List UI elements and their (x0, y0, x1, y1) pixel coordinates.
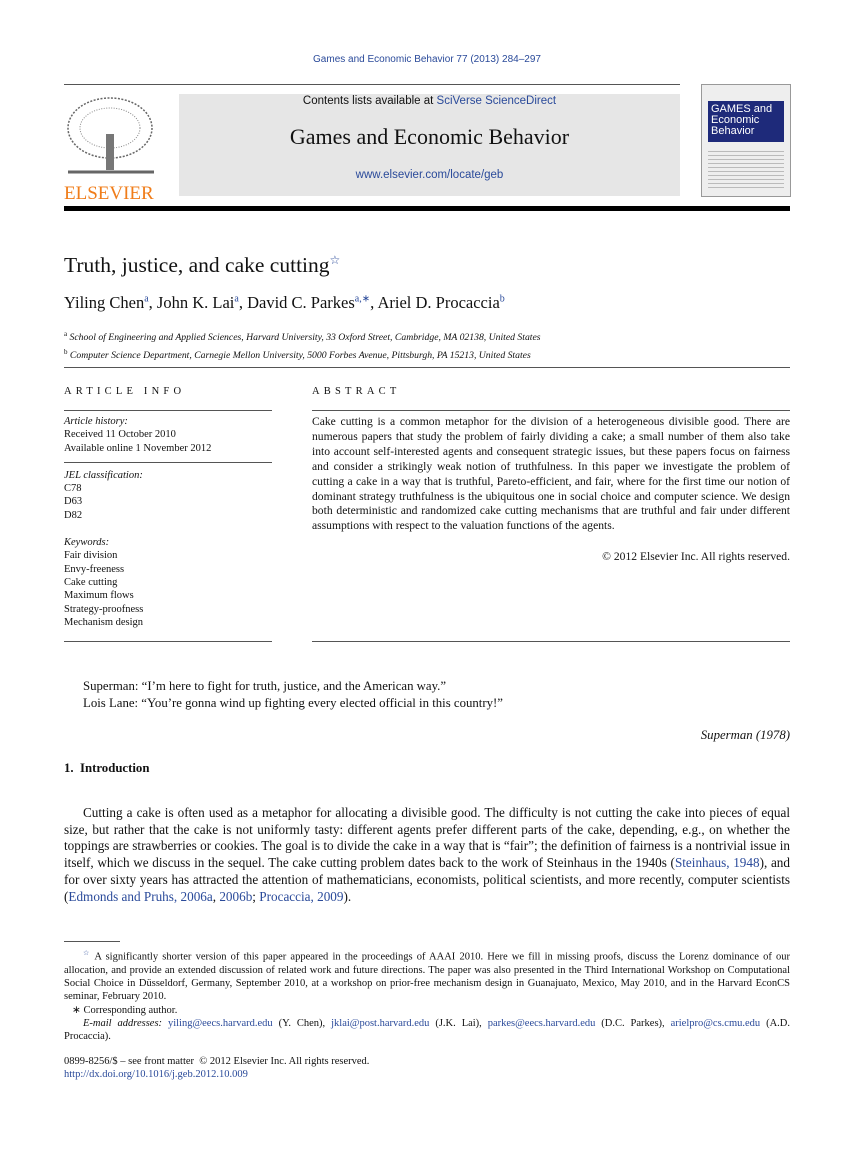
author-list (64, 293, 505, 313)
citation-link[interactable]: Procaccia, 2009 (259, 888, 344, 904)
email-link[interactable]: yiling@eecs.harvard.edu (167, 1017, 273, 1029)
elsevier-wordmark: ELSEVIER (64, 183, 154, 204)
title-footnote-star[interactable]: ☆ (329, 253, 341, 267)
affiliation: $^a$ School of Engineering and Applied Sciences, Harvard University, 33 Oxford Street, Cambridge, MA 02138, United States (64, 330, 541, 344)
section-heading: 1. Introduction (64, 761, 150, 775)
footnote-corresponding: ∗ Corresponding author. (72, 1004, 178, 1016)
rule (312, 410, 790, 411)
rule (64, 641, 272, 642)
citation-link[interactable]: Edmonds and Pruhs, 2006a (68, 888, 213, 904)
jel-label: JEL classification: (64, 462, 272, 482)
email-link[interactable]: jklai@post.harvard.edu (331, 1017, 430, 1029)
epigraph (83, 678, 503, 711)
masthead-banner (179, 94, 680, 196)
jel-code: D63 (64, 496, 83, 508)
keyword: Fair division (64, 550, 118, 562)
keywords-label: Keywords: (64, 537, 110, 549)
email-link[interactable]: arielpro@cs.cmu.edu (670, 1017, 761, 1029)
email-link[interactable]: parkes@eecs.harvard.edu (487, 1017, 596, 1029)
elsevier-logo (64, 94, 158, 204)
journal-title: Games and Economic Behavior (289, 124, 570, 149)
keyword: Maximum flows (64, 590, 134, 602)
footnote-star: ☆ A significantly shorter version of this paper appeared in the proceedings of AAAI 2010. Here we fill in missing proofs, discuss the Lorenz dominance of our allocation, and provide an extended discussion of related work and future directions. The paper was also presented in the Third International Workshop on Computational Social Choice in Düsseldorf, Germany, September 2010, at a workshop on prior-free mechanism design in Guanajuato, Mexico, May 2010, and in the Harvard EconCS seminar, February 2010. (64, 949, 790, 1003)
footnotes (64, 947, 790, 1044)
keyword: Strategy-proofness (64, 603, 144, 615)
citation-link[interactable]: 2006b (219, 888, 253, 904)
affiliations (64, 327, 541, 363)
epigraph-line: Superman: “I’m here to fight for truth, justice, and the American way.” (83, 679, 447, 693)
article-info (64, 415, 272, 629)
rule (312, 641, 790, 642)
epigraph-source: Superman (1978) (700, 728, 790, 742)
jel-code: D82 (64, 509, 83, 521)
intro-paragraph: Cutting a cake is often used as a metaphor for allocating a divisible good. The difficulty is not cutting the cake into pieces of equal size, but rather that the cake is not uniformly tasty: different agents prefer different parts of the cake, depending, e.g., on whether the toppings are strawberries or cookies. The goal is to divide the cake in a way that is “fair”; the definition of fairness is a nontrivial issue in itself, which we discuss in the sequel. The cake cutting problem dates back to the work of Steinhaus in the 1940s (Steinhaus, 1948), and for over sixty years has attracted the attention of mathematicians, economists, political scientists, and more recently, computer scientists (Edmonds and Pruhs, 2006a, 2006b; Procaccia, 2009). (64, 805, 790, 904)
header-rule (64, 84, 680, 85)
doi-link[interactable]: http://dx.doi.org/10.1016/j.geb.2012.10.009 (64, 1069, 248, 1080)
history-label: Article history: (64, 416, 128, 427)
cover-text-lines (708, 148, 784, 188)
author: David C. Parkes$^{a,∗}$, (247, 293, 378, 312)
issn-line: 0899-8256/$ – see front matter © 2012 Elsevier Inc. All rights reserved. (64, 1056, 370, 1067)
footnote-rule (64, 941, 120, 942)
journal-reference[interactable]: Games and Economic Behavior 77 (2013) 284–297 (313, 54, 541, 65)
masthead-thick-rule (64, 206, 790, 211)
citation-link[interactable]: Steinhaus, 1948 (674, 855, 760, 871)
footnote-emails: E-mail addresses: yiling@eecs.harvard.edu (Y. Chen), jklai@post.harvard.edu (J.K. Lai), parkes@eecs.harvard.edu (D.C. Parkes), arielpro@cs.cmu.edu (A.D. Procaccia). (64, 1017, 790, 1043)
sciencedirect-link[interactable]: SciVerse ScienceDirect (436, 95, 557, 107)
keyword: Envy-freeness (64, 563, 125, 575)
abstract-copyright: © 2012 Elsevier Inc. All rights reserved. (602, 550, 790, 563)
available-date: Available online 1 November 2012 (64, 442, 212, 454)
author: Yiling Chen$^a$, (64, 293, 157, 312)
epigraph-line: Lois Lane: “You’re gonna wind up fighting every elected official in this country!” (83, 695, 503, 710)
journal-cover (701, 84, 791, 197)
tree-icon (64, 94, 158, 176)
abstract-text: Cake cutting is a common metaphor for the division of a heterogeneous divisible good. There are numerous papers that study the problem of fairly dividing a cake; a small number of them also take into account self-interested agents and consequent strategic issues, but these papers focus on fairness and consider a strikingly weak notion of truthfulness. In this paper we investigate the problem of cutting a cake in a way that is truthful, Pareto-efficient, and fair, where for the first time our notion of dominant strategy truthfulness is the ubiquitous one in social choice and computer science. We design both deterministic and randomized cake cutting mechanisms that are truthful and fair under different assumptions with respect to the valuation functions of the agents. (312, 415, 790, 533)
abstract-heading: ABSTRACT (312, 386, 401, 397)
article-title (64, 253, 340, 278)
author: Ariel D. Procaccia$^b$ (377, 293, 505, 312)
jel-code: C78 (64, 483, 82, 495)
author: John K. Lai$^a$, (156, 293, 248, 312)
title-text: Truth, justice, and cake cutting (64, 253, 330, 278)
received-date: Received 11 October 2010 (64, 429, 176, 441)
affiliation: $^b$ Computer Science Department, Carnegie Mellon University, 5000 Forbes Avenue, Pittsburgh, PA 15213, United States (64, 348, 531, 362)
article-info-heading: ARTICLE INFO (64, 386, 186, 397)
contents-label: Contents lists available at (302, 95, 437, 107)
journal-url-link[interactable]: www.elsevier.com/locate/geb (355, 169, 504, 181)
rule (64, 410, 272, 411)
keyword: Mechanism design (64, 616, 144, 628)
cover-title: GAMES and Economic Behavior (708, 101, 784, 142)
keyword: Cake cutting (64, 576, 118, 588)
rule (64, 367, 790, 368)
